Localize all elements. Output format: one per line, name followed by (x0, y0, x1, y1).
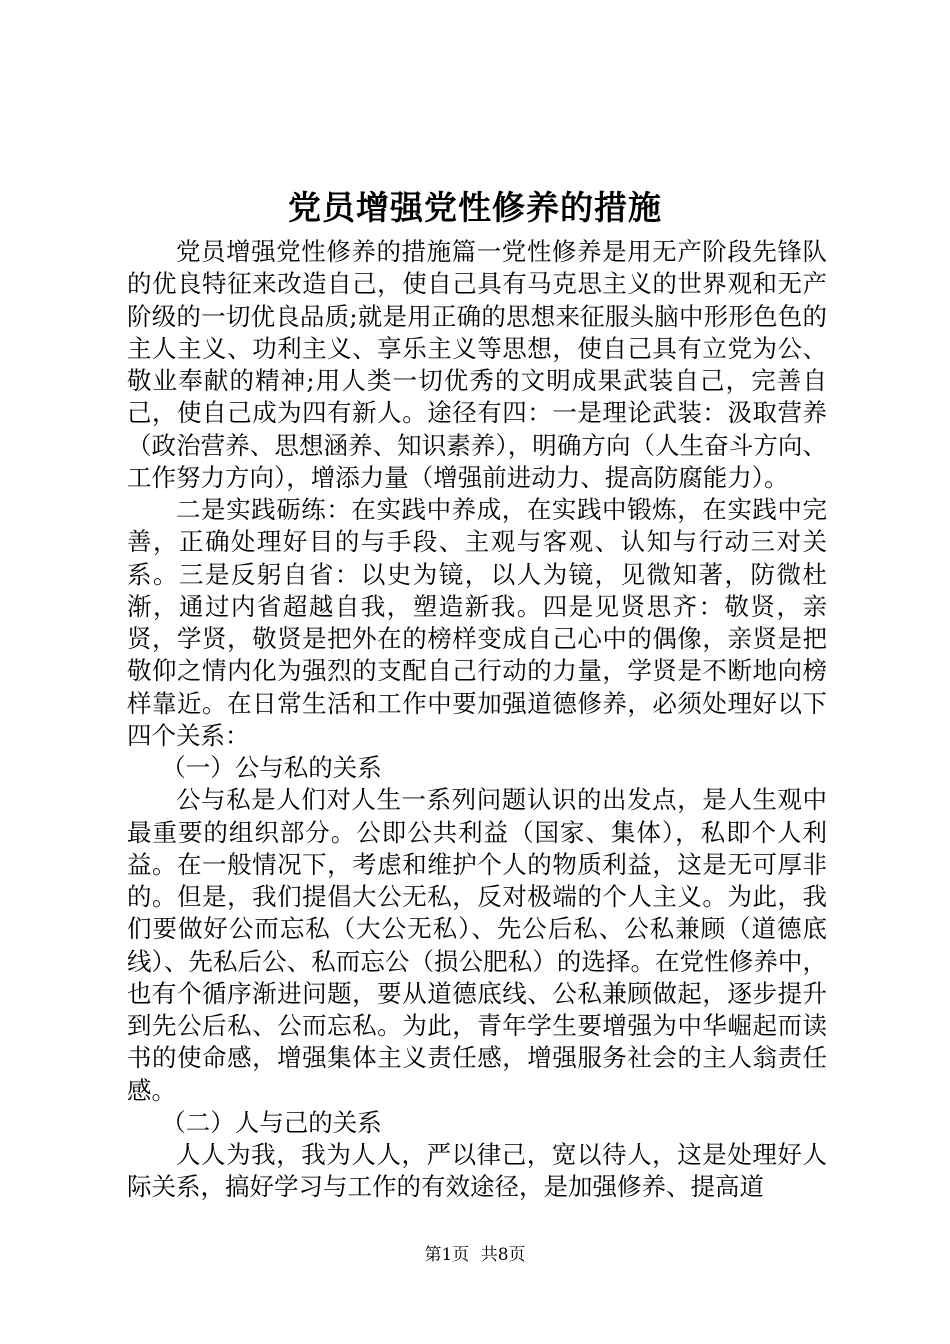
paragraph-others-self: 人人为我，我为人人，严以律己，宽以待人，这是处理好人际关系，搞好学习与工作的有效途径，是加强修养、提高道 (127, 1140, 827, 1202)
paragraph-public-private: 公与私是人们对人生一系列问题认识的出发点，是人生观中最重要的组织部分。公即公共利益（国家、集体），私即个人利益。在一般情况下，考虑和维护个人的物质利益，这是无可厚非的。但是，我们提倡大公无私，反对极端的个人主义。为此，我们要做好公而忘私（大公无私）、先公后私、公私兼顾（道德底线）、先私后公、私而忘公（损公肥私）的选择。在党性修养中，也有个循序渐进问题，要从道德底线、公私兼顾做起，逐步提升到先公后私、公而忘私。为此，青年学生要增强为中华崛起而读书的使命感，增强集体主义责任感，增强服务社会的主人翁责任感。 (127, 785, 827, 1105)
document-title: 党员增强党性修养的措施 (288, 188, 662, 227)
section-heading-others-self: （二）人与己的关系 (161, 1107, 382, 1137)
page-footer: 第1页 共8页 (424, 1245, 526, 1265)
section-heading-public-private: （一）公与私的关系 (161, 753, 382, 782)
paragraph-practice: 二是实践砺练：在实践中养成，在实践中锻炼，在实践中完善，正确处理好目的与手段、主观与客观、认知与行动三对关系。三是反躬自省：以史为镜，以人为镜，见微知著，防微杜渐，通过内省超越自我，塑造新我。四是见贤思齐：敬贤，亲贤，学贤，敬贤是把外在的榜样变成自己心中的偶像，亲贤是把敬仰之情内化为强烈的支配自己行动的力量，学贤是不断地向榜样靠近。在日常生活和工作中要加强道德修养，必须处理好以下四个关系： (127, 495, 827, 750)
document-body (127, 236, 827, 1204)
paragraph-intro: 党员增强党性修养的措施篇一党性修养是用无产阶段先锋队的优良特征来改造自己，使自己具有马克思主义的世界观和无产阶级的一切优良品质;就是用正确的思想来征服头脑中形形色色的主人主义、功利主义、享乐主义等思想，使自己具有立党为公、敬业奉献的精神;用人类一切优秀的文明成果武装自己，完善自己，使自己成为四有新人。途径有四：一是理论武装：汲取营养（政治营养、思想涵养、知识素养），明确方向（人生奋斗方向、工作努力方向），增添力量（增强前进动力、提高防腐能力）。 (127, 237, 827, 492)
